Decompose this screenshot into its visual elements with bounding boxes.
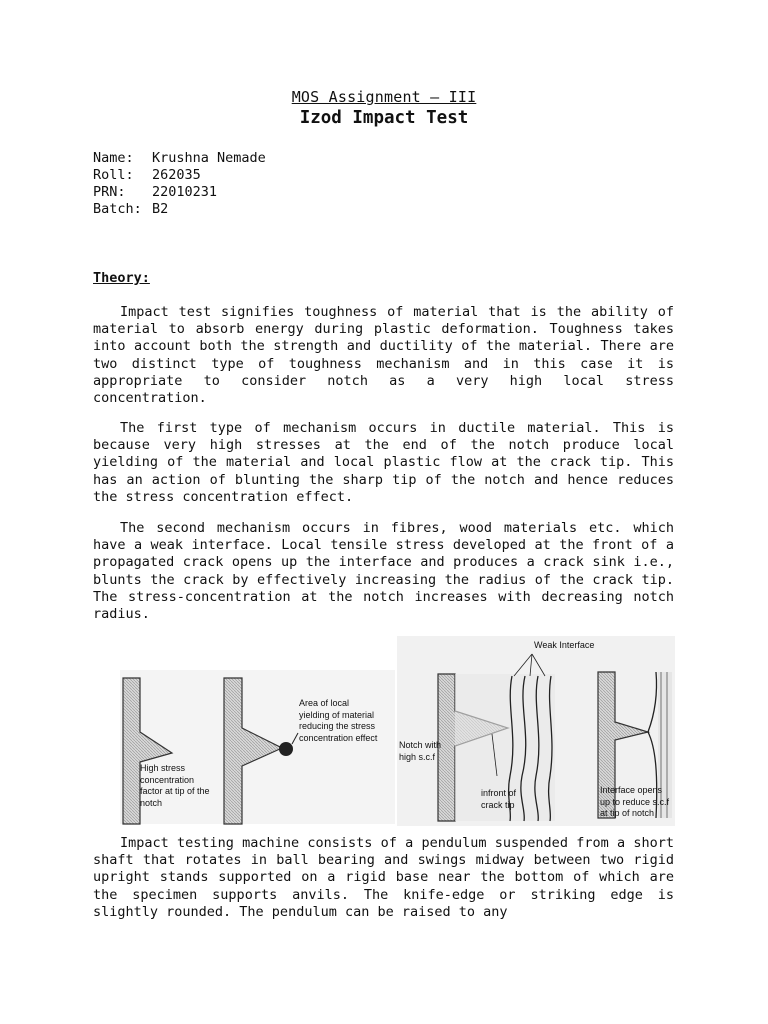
label-interface-opens: Interface opens up to reduce s.c.f at tip of notch [600, 785, 670, 818]
document-title: Izod Impact Test [299, 108, 469, 128]
label-high-stress: High stress concentration factor at tip of the notch [140, 763, 210, 808]
paragraph: Impact testing machine consists of a pendulum suspended from a short shaft that rotates in ball bearing and swings midway between two rigid upright stands supported on a rigid base near the bottom of which are the specimen supports anvils. The knife-edge or striking edge is slightly rounded. The pendulum can be raised to any [93, 835, 674, 920]
student-batch-row [93, 201, 266, 218]
student-roll-row [93, 167, 266, 184]
paragraph: Impact test signifies toughness of material that is the ability of material to absorb energy during plastic deformation. Toughness takes into account both the strength and ductility of the material. There are two distinct type of toughness mechanism and in this case it is appropriate to consider notch as a very high local stress concentration. [93, 304, 674, 407]
student-info [93, 150, 266, 218]
student-name-row [93, 150, 266, 167]
student-prn-row [93, 184, 266, 201]
info-value: B2 [152, 201, 169, 217]
label-infront-crack-tip: infront of crack tip [481, 788, 517, 810]
info-key: Batch: [93, 201, 142, 217]
info-value: Krushna Nemade [152, 150, 266, 166]
assignment-subtitle: MOS Assignment – III [291, 88, 477, 106]
label-notch-high-scf: Notch with high s.c.f [399, 740, 442, 762]
info-key: Name: [93, 150, 134, 166]
theory-heading: Theory: [93, 270, 150, 286]
info-key: Roll: [93, 167, 134, 183]
info-value: 262035 [152, 167, 201, 183]
yield-zone-marker [279, 742, 293, 756]
paragraph: The first type of mechanism occurs in ductile material. This is because very high stresses at the end of the notch produce local yielding of the material and local plastic flow at the crack tip. This has an action of blunting the sharp tip of the notch and hence reduces the stress concentration effect. [93, 420, 674, 505]
notch-mechanism-figure [120, 636, 675, 828]
paragraph: The second mechanism occurs in fibres, wood materials etc. which have a weak interface. Local tensile stress developed at the front of a propagated crack opens up the interface and produces a crack sink i.e., blunts the crack by effectively increasing the radius of the crack tip. The stress-concentration at the notch increases with decreasing notch radius. [93, 520, 674, 623]
label-local-yielding: Area of local yielding of material reducing the stress concentration effect [299, 698, 378, 743]
label-weak-interface: Weak Interface [534, 640, 595, 650]
info-value: 22010231 [152, 184, 218, 200]
info-key: PRN: [93, 184, 126, 200]
